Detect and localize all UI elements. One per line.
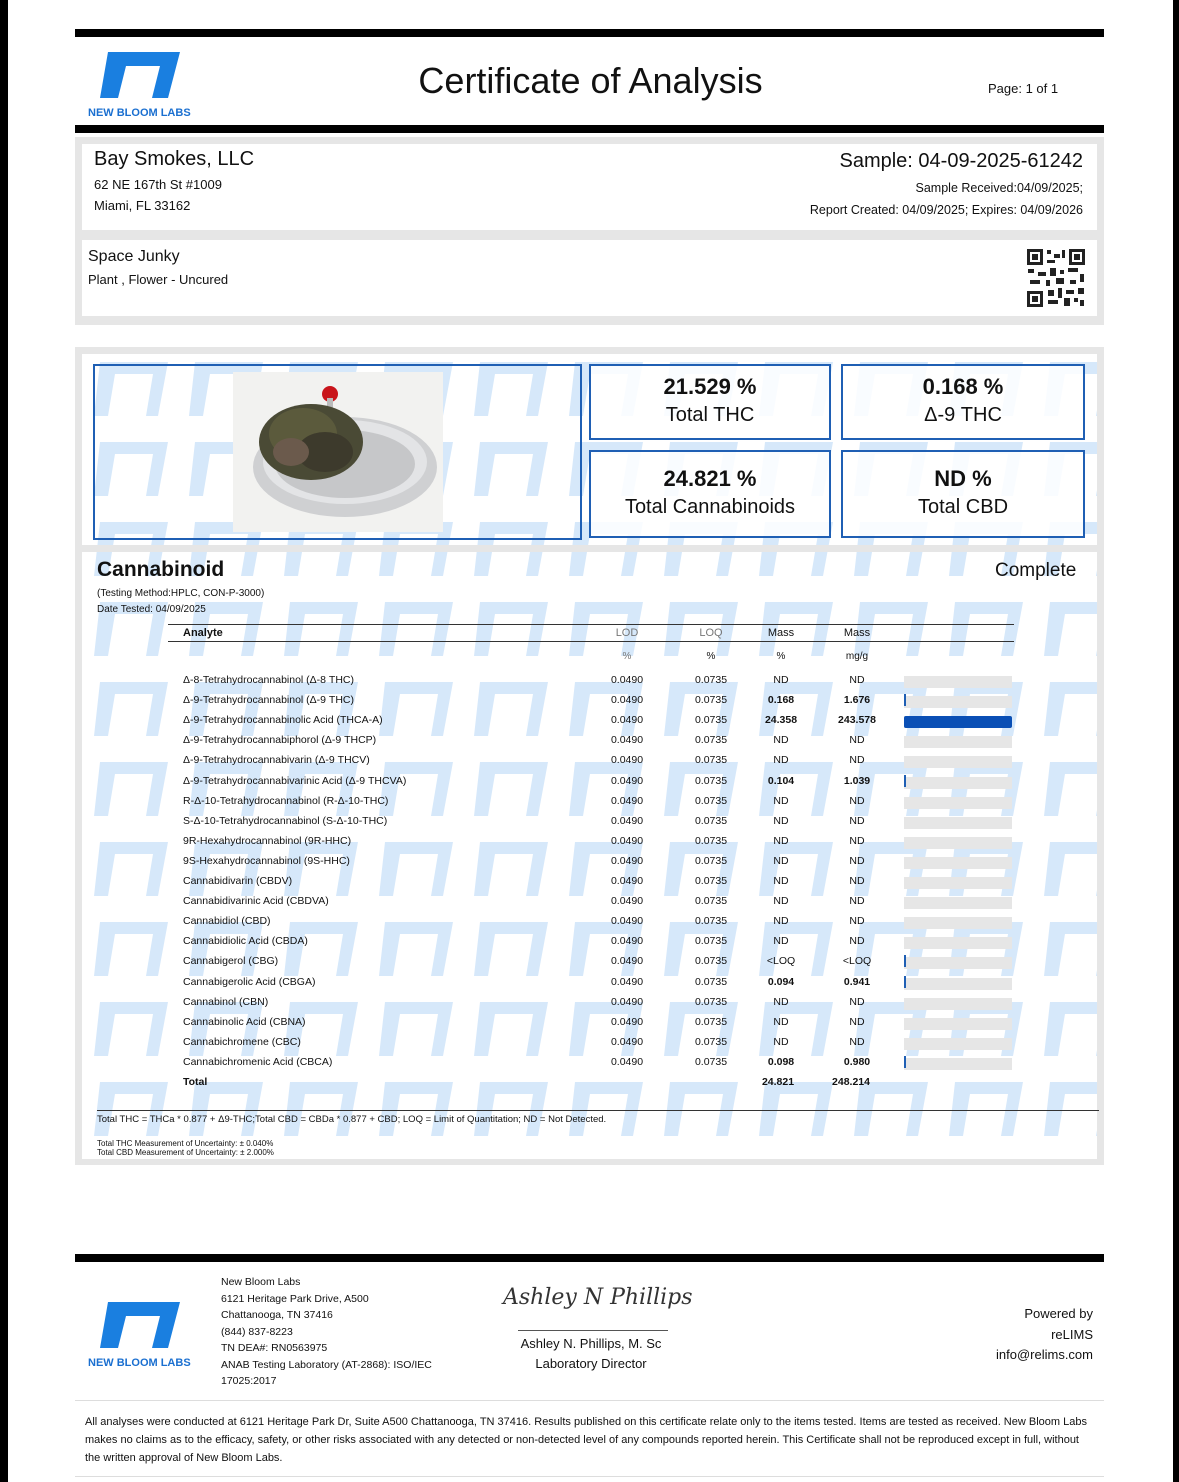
unit-loq: % xyxy=(706,651,716,662)
product-name: Space Junky xyxy=(88,248,180,265)
mass-mg-value: ND xyxy=(849,814,865,827)
mass-pct-value: ND xyxy=(773,1035,789,1048)
mass-pct-value: 0.094 xyxy=(767,975,795,988)
analyte-name: Δ-9-Tetrahydrocannabinolic Acid (THCA-A) xyxy=(183,714,383,727)
mass-pct-value: ND xyxy=(773,834,789,847)
mass-pct-value: ND xyxy=(773,915,789,928)
mass-mg-value: ND xyxy=(849,935,865,948)
total-cbd-card xyxy=(841,450,1085,538)
sample-photo-frame xyxy=(93,364,582,540)
analyte-name: Cannabigerol (CBG) xyxy=(183,955,279,968)
analyte-name: 9S-Hexahydrocannabinol (9S-HHC) xyxy=(183,854,350,867)
analyte-name: Cannabichromene (CBC) xyxy=(183,1035,301,1048)
logo-text: NEW BLOOM LABS xyxy=(88,107,191,119)
cannabinoid-status: Complete xyxy=(995,560,1077,581)
result-bar xyxy=(904,696,1012,708)
disclaimer: All analyses were conducted at 6121 Heritage Park Dr, Suite A500 Chattanooga, TN 37416. Results published on this certificate relate only to the items tested. Items are tested as received. New Bloom Labs makes no claims as to the efficacy, safety, or other risks associated with any detected or non-detected level of any compounds reported herein. This Certificate shall not be reproduced except in full, without the written approval of New Bloom Labs. xyxy=(85,1416,1087,1464)
analyte-name: Cannabidivarin (CBDV) xyxy=(183,875,293,887)
mass-mg-value: 1.676 xyxy=(843,694,871,707)
loq-value: 0.0735 xyxy=(694,1055,728,1068)
lod-value: 0.0490 xyxy=(610,794,644,807)
testing-method: (Testing Method:HPLC, CON-P-3000) xyxy=(97,588,265,599)
mass-pct-value: <LOQ xyxy=(766,955,796,968)
lab-name: New Bloom Labs xyxy=(221,1276,301,1288)
loq-value: 0.0735 xyxy=(694,975,728,988)
footer-logo xyxy=(88,1300,198,1370)
lab-city: Chattanooga, TN 37416 xyxy=(221,1309,333,1321)
mass-pct-value: ND xyxy=(773,875,789,887)
lab-dea: TN DEA#: RN0563975 xyxy=(221,1342,328,1354)
mass-pct-value: ND xyxy=(773,814,789,827)
mass-mg-value: 0.980 xyxy=(843,1055,871,1068)
loq-value: 0.0735 xyxy=(694,834,728,847)
result-bar xyxy=(904,817,1012,829)
result-bar xyxy=(904,897,1012,909)
mass-mg-value: ND xyxy=(849,875,865,887)
analyte-name: Cannabidivarinic Acid (CBDVA) xyxy=(183,895,329,908)
analyte-name: Cannabinolic Acid (CBNA) xyxy=(183,1015,306,1028)
mass-pct-value: 0.098 xyxy=(767,1055,795,1068)
lod-value: 0.0490 xyxy=(610,955,644,968)
col-mass-mg: Mass xyxy=(843,627,871,639)
loq-value: 0.0735 xyxy=(694,814,728,827)
result-bar xyxy=(904,917,1012,929)
lod-value: 0.0490 xyxy=(610,754,644,767)
table-header-rule xyxy=(168,641,1014,642)
result-bar xyxy=(904,777,1012,789)
lab-iso: 17025:2017 xyxy=(221,1375,277,1387)
result-bar xyxy=(904,877,1012,889)
product-type: Plant , Flower - Uncured xyxy=(88,272,229,287)
mass-mg-value: ND xyxy=(849,734,865,747)
mass-pct-value: ND xyxy=(773,854,789,867)
lab-street: 6121 Heritage Park Drive, A500 xyxy=(221,1292,369,1305)
signature: Ashley N Phillips xyxy=(503,1285,693,1310)
sample-received: Sample Received:04/09/2025; xyxy=(915,181,1083,195)
analyte-name: R-Δ-10-Tetrahydrocannabinol (R-Δ-10-THC) xyxy=(183,794,389,807)
result-bar-tick xyxy=(904,775,906,787)
lab-phone: (844) 837-8223 xyxy=(221,1325,293,1338)
cbd-uncertainty: Total CBD Measurement of Uncertainty: ± 2.000% xyxy=(97,1148,274,1157)
signature-line xyxy=(518,1330,668,1331)
lod-value: 0.0490 xyxy=(610,734,644,747)
unit-mass-mg: mg/g xyxy=(845,651,869,662)
loq-value: 0.0735 xyxy=(694,674,728,686)
mass-mg-value: ND xyxy=(849,995,865,1008)
mass-pct-value: ND xyxy=(773,935,789,948)
total-cannabinoids-label: Total Cannabinoids xyxy=(624,496,796,518)
lod-value: 0.0490 xyxy=(610,995,644,1008)
mass-pct-value: ND xyxy=(773,754,789,767)
cannabinoid-title: Cannabinoid xyxy=(97,558,225,581)
loq-value: 0.0735 xyxy=(694,935,728,948)
header-rule xyxy=(75,125,1104,133)
col-loq: LOQ xyxy=(699,627,723,639)
footer-rule xyxy=(75,1254,1104,1262)
date-tested: Date Tested: 04/09/2025 xyxy=(97,604,206,615)
page-number: Page: 1 of 1 xyxy=(988,81,1059,96)
mass-mg-value: ND xyxy=(849,834,865,847)
result-bar xyxy=(904,716,1012,728)
col-analyte: Analyte xyxy=(183,627,223,639)
total-cannabinoids-card xyxy=(589,450,831,538)
d9-thc-value: 0.168 % xyxy=(922,374,1004,399)
client-address2: Miami, FL 33162 xyxy=(94,198,191,213)
result-bar xyxy=(904,1058,1012,1070)
lod-value: 0.0490 xyxy=(610,1055,644,1068)
result-bar-tick xyxy=(904,1056,906,1068)
result-bar xyxy=(904,756,1012,768)
loq-value: 0.0735 xyxy=(694,1015,728,1028)
client-name: Bay Smokes, LLC xyxy=(94,148,255,170)
sample-id: Sample: 04-09-2025-61242 xyxy=(839,150,1083,172)
powered-by-label: Powered by xyxy=(1024,1306,1093,1321)
thc-uncertainty: Total THC Measurement of Uncertainty: ± 0.040% xyxy=(97,1139,274,1148)
analyte-name: Cannabidiol (CBD) xyxy=(183,915,271,928)
signer-name: Ashley N. Phillips, M. Sc xyxy=(520,1336,662,1351)
lod-value: 0.0490 xyxy=(610,975,644,988)
mass-mg-value: ND xyxy=(849,1035,865,1048)
total-pct: 24.821 xyxy=(761,1076,795,1088)
powered-by-block xyxy=(908,1304,1093,1366)
section-separator xyxy=(82,545,1097,552)
lod-value: 0.0490 xyxy=(610,674,644,686)
mass-mg-value: ND xyxy=(849,794,865,807)
result-bar xyxy=(904,998,1012,1010)
total-label: Total xyxy=(183,1076,208,1088)
lab-logo xyxy=(88,50,198,120)
col-mass-pct: Mass xyxy=(767,627,795,639)
loq-value: 0.0735 xyxy=(694,895,728,908)
footer-logo-mark-icon xyxy=(88,1300,198,1350)
report-dates: Report Created: 04/09/2025; Expires: 04/09/2026 xyxy=(809,203,1083,217)
result-bar xyxy=(904,837,1012,849)
mass-pct-value: ND xyxy=(773,674,789,686)
result-bar-fill xyxy=(904,716,1012,728)
result-bar-tick xyxy=(904,976,906,988)
client-address1: 62 NE 167th St #1009 xyxy=(94,177,222,192)
disclaimer-rule xyxy=(75,1400,1104,1401)
certificate-page xyxy=(8,0,1173,1482)
total-cannabinoids-value: 24.821 % xyxy=(663,466,757,491)
unit-mass-pct: % xyxy=(776,651,786,662)
result-bar xyxy=(904,676,1012,688)
analyte-name: Cannabinol (CBN) xyxy=(183,995,269,1008)
lod-value: 0.0490 xyxy=(610,1015,644,1028)
analyte-name: S-Δ-10-Tetrahydrocannabinol (S-Δ-10-THC) xyxy=(183,814,388,827)
table-bottom-rule xyxy=(97,1110,1099,1111)
loq-value: 0.0735 xyxy=(694,955,728,968)
total-thc-card xyxy=(589,364,831,440)
lod-value: 0.0490 xyxy=(610,834,644,847)
lab-address-block xyxy=(221,1274,432,1390)
top-rule xyxy=(75,29,1104,37)
lod-value: 0.0490 xyxy=(610,1035,644,1048)
analyte-name: Δ-8-Tetrahydrocannabinol (Δ-8 THC) xyxy=(183,674,355,686)
analyte-name: Δ-9-Tetrahydrocannabiphorol (Δ-9 THCP) xyxy=(183,734,377,747)
result-bar xyxy=(904,978,1012,990)
mass-mg-value: 1.039 xyxy=(843,774,871,787)
lod-value: 0.0490 xyxy=(610,895,644,908)
result-bar xyxy=(904,797,1012,809)
analyte-name: Cannabigerolic Acid (CBGA) xyxy=(183,975,316,988)
mass-pct-value: 0.104 xyxy=(767,774,795,787)
mass-pct-value: ND xyxy=(773,794,789,807)
mass-pct-value: ND xyxy=(773,895,789,908)
result-bar xyxy=(904,1038,1012,1050)
mass-mg-value: ND xyxy=(849,754,865,767)
formula-note: Total THC = THCa * 0.877 + Δ9-THC;Total CBD = CBDa * 0.877 + CBD; LOQ = Limit of Quantitation; ND = Not Detected. xyxy=(97,1114,607,1125)
mass-pct-value: ND xyxy=(773,1015,789,1028)
loq-value: 0.0735 xyxy=(694,774,728,787)
sample-photo xyxy=(233,372,443,532)
result-bar xyxy=(904,937,1012,949)
lod-value: 0.0490 xyxy=(610,935,644,948)
mass-pct-value: ND xyxy=(773,995,789,1008)
result-bar xyxy=(904,736,1012,748)
result-bar xyxy=(904,857,1012,869)
d9-thc-card xyxy=(841,364,1085,440)
footer-logo-text: NEW BLOOM LABS xyxy=(88,1357,191,1369)
loq-value: 0.0735 xyxy=(694,734,728,747)
cannabis-flower-image xyxy=(233,372,443,532)
mass-pct-value: ND xyxy=(773,734,789,747)
logo-mark-icon xyxy=(88,50,198,100)
lod-value: 0.0490 xyxy=(610,814,644,827)
lod-value: 0.0490 xyxy=(610,854,644,867)
qr-code-icon xyxy=(1026,248,1086,308)
mass-pct-value: 24.358 xyxy=(764,714,798,727)
loq-value: 0.0735 xyxy=(694,714,728,727)
product-box xyxy=(82,240,1097,316)
d9-thc-label: Δ-9 THC xyxy=(924,404,1002,426)
table-top-rule xyxy=(168,624,1014,625)
lod-value: 0.0490 xyxy=(610,875,644,887)
lod-value: 0.0490 xyxy=(610,714,644,727)
analyte-name: Cannabidiolic Acid (CBDA) xyxy=(183,935,308,948)
analyte-name: Δ-9-Tetrahydrocannabivarinic Acid (Δ-9 THCVA) xyxy=(183,774,407,787)
loq-value: 0.0735 xyxy=(694,694,728,707)
total-thc-label: Total THC xyxy=(665,404,755,426)
col-lod: LOD xyxy=(615,627,639,639)
analyte-name: 9R-Hexahydrocannabinol (9R-HHC) xyxy=(183,834,352,847)
mass-mg-value: ND xyxy=(849,1015,865,1028)
loq-value: 0.0735 xyxy=(694,854,728,867)
signer-title: Laboratory Director xyxy=(535,1356,647,1371)
mass-mg-value: ND xyxy=(849,895,865,908)
mass-mg-value: ND xyxy=(849,915,865,928)
mass-mg-value: 243.578 xyxy=(838,714,876,727)
mass-pct-value: 0.168 xyxy=(767,694,795,707)
analyte-name: Cannabichromenic Acid (CBCA) xyxy=(183,1055,333,1068)
loq-value: 0.0735 xyxy=(694,794,728,807)
bottom-rule xyxy=(75,1476,1104,1477)
loq-value: 0.0735 xyxy=(694,995,728,1008)
lod-value: 0.0490 xyxy=(610,915,644,928)
loq-value: 0.0735 xyxy=(694,1035,728,1048)
page-title: Certificate of Analysis xyxy=(418,60,763,101)
client-box xyxy=(82,144,1097,230)
result-bar-tick xyxy=(904,955,906,967)
total-cbd-label: Total CBD xyxy=(917,496,1009,518)
unit-lod: % xyxy=(622,651,632,662)
loq-value: 0.0735 xyxy=(694,754,728,767)
loq-value: 0.0735 xyxy=(694,875,728,887)
total-cbd-value: ND % xyxy=(934,466,992,491)
result-bar xyxy=(904,957,1012,969)
analyte-name: Δ-9-Tetrahydrocannabinol (Δ-9 THC) xyxy=(183,694,355,707)
result-bar xyxy=(904,1018,1012,1030)
powered-by-email: info@relims.com xyxy=(996,1347,1093,1362)
lod-value: 0.0490 xyxy=(610,774,644,787)
loq-value: 0.0735 xyxy=(694,915,728,928)
total-thc-value: 21.529 % xyxy=(663,374,757,399)
analyte-name: Δ-9-Tetrahydrocannabivarin (Δ-9 THCV) xyxy=(183,754,370,767)
lod-value: 0.0490 xyxy=(610,694,644,707)
mass-mg-value: ND xyxy=(849,854,865,867)
result-bar-tick xyxy=(904,694,906,706)
mass-mg-value: ND xyxy=(849,674,865,686)
powered-by-name: reLIMS xyxy=(1051,1326,1093,1342)
mass-mg-value: <LOQ xyxy=(842,955,872,968)
total-mg: 248.214 xyxy=(832,1076,870,1088)
lab-accreditation: ANAB Testing Laboratory (AT-2868): ISO/IEC xyxy=(221,1358,432,1371)
mass-mg-value: 0.941 xyxy=(843,975,871,988)
